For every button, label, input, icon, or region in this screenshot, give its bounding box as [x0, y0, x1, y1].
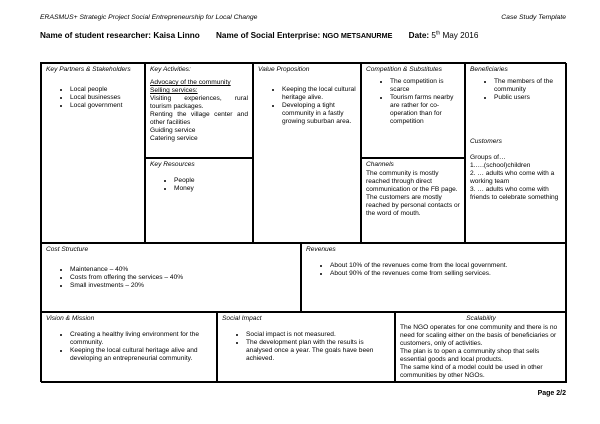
template-title: Case Study Template	[501, 14, 566, 21]
list-item: • Costs from offering the services – 40%	[70, 274, 296, 282]
list-item: • Money	[174, 185, 248, 193]
revenues-list	[306, 262, 562, 278]
list-item: • Local people	[70, 86, 140, 94]
social-impact-title: Social Impact	[222, 315, 262, 322]
enterprise-label: Name of Social Enterprise:	[216, 30, 321, 40]
scalability-line: The NGO operates for one community and there is no need for scaling either on the basis of beneficiaries or customers, only of activities.	[400, 324, 558, 348]
vision-mission-cell	[41, 312, 217, 383]
list-item: • Maintenance – 40%	[70, 266, 296, 274]
competition-title: Competition & Substitutes	[366, 66, 442, 73]
list-item: • Creating a healthy living environment for the community.	[70, 331, 212, 347]
business-model-canvas	[40, 62, 566, 382]
date-day: 5	[431, 30, 436, 40]
competition-list	[366, 78, 460, 126]
list-item: • Social impact is not measured.	[246, 331, 390, 339]
key-resources-cell	[145, 158, 253, 243]
key-resources-title: Key Resources	[150, 161, 195, 168]
list-item: • Tourism farms nearby are rather for co-operation than for competition	[390, 94, 460, 126]
key-partners-list	[46, 86, 140, 110]
enterprise-name: NGO METSANURME	[322, 30, 393, 40]
value-proposition-cell	[253, 63, 361, 243]
key-resources-list	[150, 177, 248, 193]
customers-line: 1.….(school)children	[470, 162, 531, 170]
list-item: • Public users	[494, 94, 562, 102]
list-item: • People	[174, 177, 248, 185]
beneficiaries-customers-cell	[465, 63, 567, 243]
list-item: • About 90% of the revenues come from selling services.	[330, 270, 562, 278]
date-value	[431, 31, 478, 40]
page-header	[40, 14, 566, 21]
key-partners-cell	[41, 63, 145, 243]
scalability-cell	[395, 312, 567, 383]
key-partners-title: Key Partners & Stakeholders	[46, 66, 131, 73]
cost-structure-cell	[41, 243, 301, 312]
channels-title: Channels	[366, 161, 394, 168]
project-title: ERASMUS+ Strategic Project Social Entrepreneurship for Local Change	[40, 14, 258, 21]
list-item: • Keeping the local cultural heritage alive and developing an entrepreneurial community.	[70, 347, 212, 363]
key-activities-cell	[145, 63, 253, 158]
value-proposition-list	[258, 86, 356, 126]
activities-selling: Selling services:	[150, 87, 198, 95]
scalability-title: Scalability	[466, 315, 496, 322]
activities-advocacy: Advocacy of the community	[150, 79, 231, 87]
scalability-line: The plan is to open a community shop that sells essential goods and local products.	[400, 348, 540, 364]
channels-cell	[361, 158, 465, 243]
activities-line: Catering service	[150, 135, 198, 143]
social-impact-list	[222, 331, 390, 363]
beneficiaries-list	[470, 78, 562, 102]
cost-structure-title: Cost Structure	[46, 246, 89, 253]
customers-line: 2. … adults who come with a working team	[470, 170, 555, 186]
date-suffix: th	[435, 30, 441, 36]
competition-cell	[361, 63, 465, 158]
beneficiaries-title: Beneficiaries	[470, 66, 508, 73]
key-activities-title: Key Activities:	[150, 66, 191, 73]
customers-line: 3. … adults who come with friends to celebrate something	[470, 186, 559, 202]
list-item: • Small investments – 20%	[70, 282, 296, 290]
channels-paragraph: The customers are mostly reached by personal contacts or the word of mouth.	[366, 194, 460, 218]
researcher-label: Name of student researcher:	[40, 30, 152, 40]
activities-line: Visiting experiences, rural tourism packages.	[150, 95, 248, 111]
date-rest: May 2016	[442, 30, 479, 40]
activities-line: Guiding service	[150, 127, 196, 135]
cost-structure-list	[46, 266, 296, 290]
list-item: • Keeping the local cultural heritage alive.	[282, 86, 356, 102]
list-item: • The development plan with the results is analysed once a year. The goals have been achieved.	[246, 339, 390, 363]
revenues-cell	[301, 243, 567, 312]
info-line	[40, 30, 566, 40]
customers-intro: Groups of…	[470, 154, 506, 162]
customers-title: Customers	[470, 138, 502, 146]
list-item: • Local businesses	[70, 94, 140, 102]
list-item: • The members of the community	[494, 78, 562, 94]
vision-mission-list	[46, 331, 212, 363]
date-label: Date:	[408, 30, 430, 40]
list-item: • Developing a tight community in a fastly growing suburban area.	[282, 102, 356, 126]
list-item: • The competition is scarce	[390, 78, 460, 94]
social-impact-cell	[217, 312, 395, 383]
page-number: Page 2/2	[537, 390, 566, 397]
channels-paragraph: The community is mostly reached through direct communication or the FB page.	[366, 170, 458, 194]
vision-mission-title: Vision & Mission	[46, 315, 95, 322]
scalability-line: The same kind of a model could be used in other communities by other NGOs.	[400, 364, 543, 380]
list-item: • About 10% of the revenues come from the local government.	[330, 262, 562, 270]
activities-line: Renting the village center and other facilities	[150, 111, 248, 127]
value-proposition-title: Value Proposition	[258, 66, 310, 73]
revenues-title: Revenues	[306, 246, 336, 253]
list-item: • Local government	[70, 102, 140, 110]
researcher-name: Kaisa Linno	[153, 30, 200, 40]
